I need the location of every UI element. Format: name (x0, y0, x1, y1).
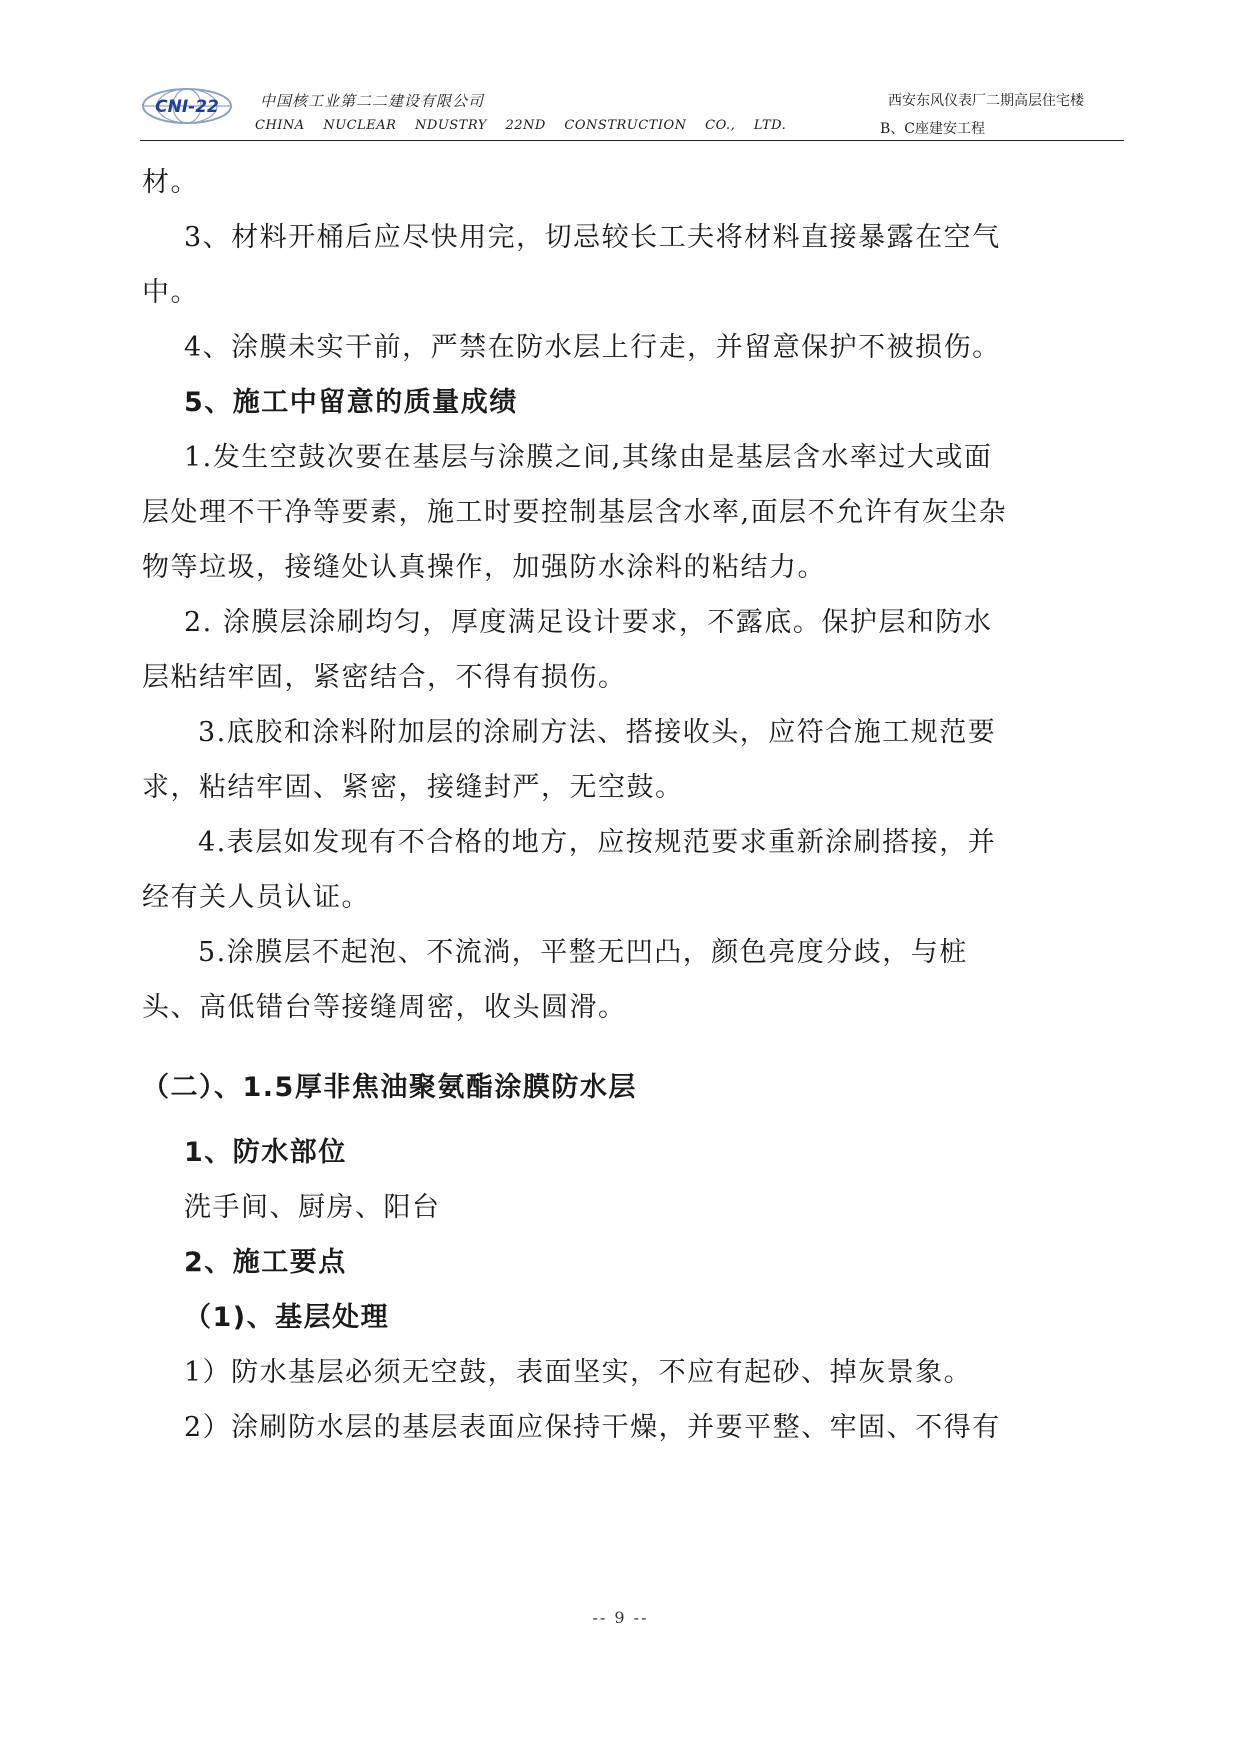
page-number: -- 9 -- (592, 1608, 649, 1627)
section-heading: 5、施工中留意的质量成绩 (184, 387, 518, 418)
text-line: 3.底胶和涂料附加层的涂刷方法、搭接收头，应符合施工规范要 (198, 717, 997, 748)
text-line: 4.表层如发现有不合格的地方，应按规范要求重新涂刷搭接，并 (198, 827, 997, 858)
text-line: 1.发生空鼓次要在基层与涂膜之间,其缘由是基层含水率过大或面 (184, 442, 993, 473)
section-heading: 2、施工要点 (184, 1247, 347, 1278)
text-line: 4、涂膜未实干前，严禁在防水层上行走，并留意保护不被损伤。 (184, 332, 1001, 363)
text-line: 层处理不干净等要素，施工时要控制基层含水率,面层不允许有灰尘杂 (142, 497, 1008, 528)
company-logo (140, 86, 234, 126)
text-line: 物等垃圾，接缝处认真操作，加强防水涂料的粘结力。 (142, 552, 826, 583)
text-line: 材。 (142, 167, 199, 198)
company-name-cn: 中国核工业第二二建设有限公司 (260, 92, 485, 110)
text-line: 2. 涂膜层涂刷均匀，厚度满足设计要求，不露底。保护层和防水 (184, 607, 993, 638)
header-divider (140, 140, 1124, 141)
project-title: 西安东风仪表厂二期高层住宅楼 (888, 93, 1084, 109)
text-line: 头、高低错台等接缝周密，收头圆滑。 (142, 992, 627, 1023)
text-line: 2）涂刷防水层的基层表面应保持干燥，并要平整、牢固、不得有 (184, 1412, 1001, 1443)
text-line: 经有关人员认证。 (142, 882, 370, 913)
section-heading: 1、防水部位 (184, 1137, 347, 1168)
text-line: 求，粘结牢固、紧密，接缝封严，无空鼓。 (142, 772, 684, 803)
chapter-heading: （二）、1.5厚非焦油聚氨酯涂膜防水层 (142, 1072, 637, 1103)
project-subtitle: B、C座建安工程 (880, 121, 985, 137)
text-line: 1）防水基层必须无空鼓，表面坚实，不应有起砂、掉灰景象。 (184, 1357, 973, 1388)
text-line: 5.涂膜层不起泡、不流淌，平整无凹凸，颜色亮度分歧，与桩 (198, 937, 968, 968)
page-header (140, 80, 1124, 142)
subsection-heading: （1)、基层处理 (184, 1302, 390, 1333)
text-line: 洗手间、厨房、阳台 (184, 1192, 441, 1223)
text-line: 层粘结牢固，紧密结合，不得有损伤。 (142, 662, 627, 693)
text-line: 中。 (142, 277, 199, 308)
company-name-en: CHINA NUCLEAR NDUSTRY 22ND CONSTRUCTION CO., LTD. (255, 118, 787, 133)
logo-text: CNI-22 (155, 97, 219, 117)
text-line: 3、材料开桶后应尽快用完，切忌较长工夫将材料直接暴露在空气 (184, 222, 1001, 253)
